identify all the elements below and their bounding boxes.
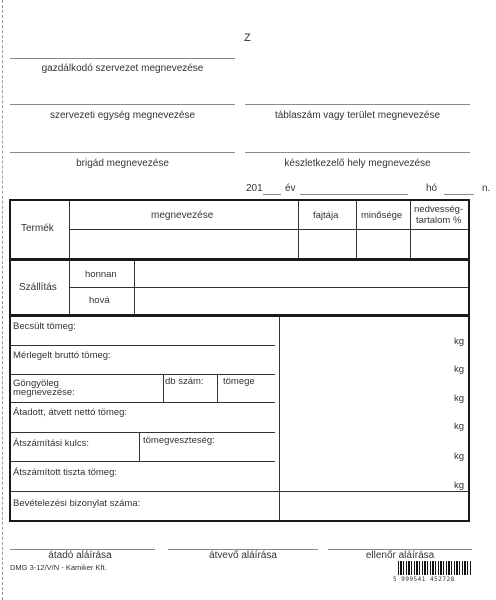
org-label: gazdálkodó szervezet megnevezése	[41, 63, 204, 74]
day-label: n.	[482, 183, 491, 194]
form-code: DMG 3-12/V/N - Kamiker Kft.	[10, 563, 107, 572]
barcode-number: 5 999541 452728	[393, 576, 455, 583]
col-moisture-2: tartalom %	[416, 215, 462, 226]
plot-label: táblaszám vagy terület megnevezése	[274, 110, 441, 121]
store-label: készletkezelő hely megnevezése	[284, 158, 431, 169]
brigade-label: brigád megnevezése	[76, 158, 169, 169]
pieces-label: db szám:	[165, 376, 204, 387]
month-label: hó	[426, 183, 438, 194]
product-table	[9, 199, 470, 260]
month-line	[300, 194, 408, 195]
store-line	[245, 152, 470, 153]
packaging-unit: kg	[453, 393, 464, 404]
col-name: megnevezése	[151, 210, 214, 221]
conversion-label: Átszámítási kulcs:	[13, 438, 90, 449]
barcode	[398, 561, 472, 575]
sign-handover: átadó aláírása	[48, 550, 112, 561]
transport-to: hová	[89, 295, 110, 306]
form-mark: Z	[244, 32, 251, 44]
gross-label: Mérlegelt bruttó tömeg:	[13, 350, 111, 361]
transport-table	[9, 259, 470, 316]
loss-label: tömegveszteség:	[143, 435, 215, 446]
receipt-label: Bevételezési bizonylat száma:	[13, 498, 141, 509]
year-prefix: 201	[246, 183, 263, 194]
brigade-line	[10, 152, 235, 153]
weights-table	[9, 315, 470, 522]
net-unit: kg	[453, 421, 464, 432]
estimated-unit: kg	[453, 336, 464, 347]
loss-unit: kg	[453, 451, 464, 462]
mass-label: tömege	[223, 376, 255, 387]
plot-line	[245, 104, 470, 105]
org-line	[10, 58, 235, 59]
unit-label: szervezeti egység megnevezése	[49, 110, 196, 121]
year-label: év	[285, 183, 296, 194]
net-label: Átadott, átvett nettó tömeg:	[13, 407, 128, 418]
product-row-label: Termék	[21, 223, 54, 234]
packaging-label: Göngyöleg megnevezése:	[13, 378, 75, 398]
clean-unit: kg	[453, 480, 464, 491]
clean-label: Átszámított tiszta tömeg:	[13, 467, 118, 478]
unit-line	[10, 104, 235, 105]
transport-row-label: Szállítás	[19, 282, 57, 293]
col-type: fajtája	[313, 210, 339, 221]
col-moisture-1: nedvesség-	[414, 204, 464, 215]
day-line	[444, 194, 474, 195]
year-digit-line	[263, 194, 281, 195]
estimated-label: Becsült tömeg:	[13, 321, 76, 332]
col-quality: minősége	[361, 210, 403, 221]
perforation-line	[2, 0, 3, 600]
sign-controller: ellenőr aláírása	[365, 550, 435, 561]
transport-from: honnan	[85, 269, 117, 280]
sign-receiver: átvevő aláírása	[209, 550, 277, 561]
gross-unit: kg	[453, 364, 464, 375]
